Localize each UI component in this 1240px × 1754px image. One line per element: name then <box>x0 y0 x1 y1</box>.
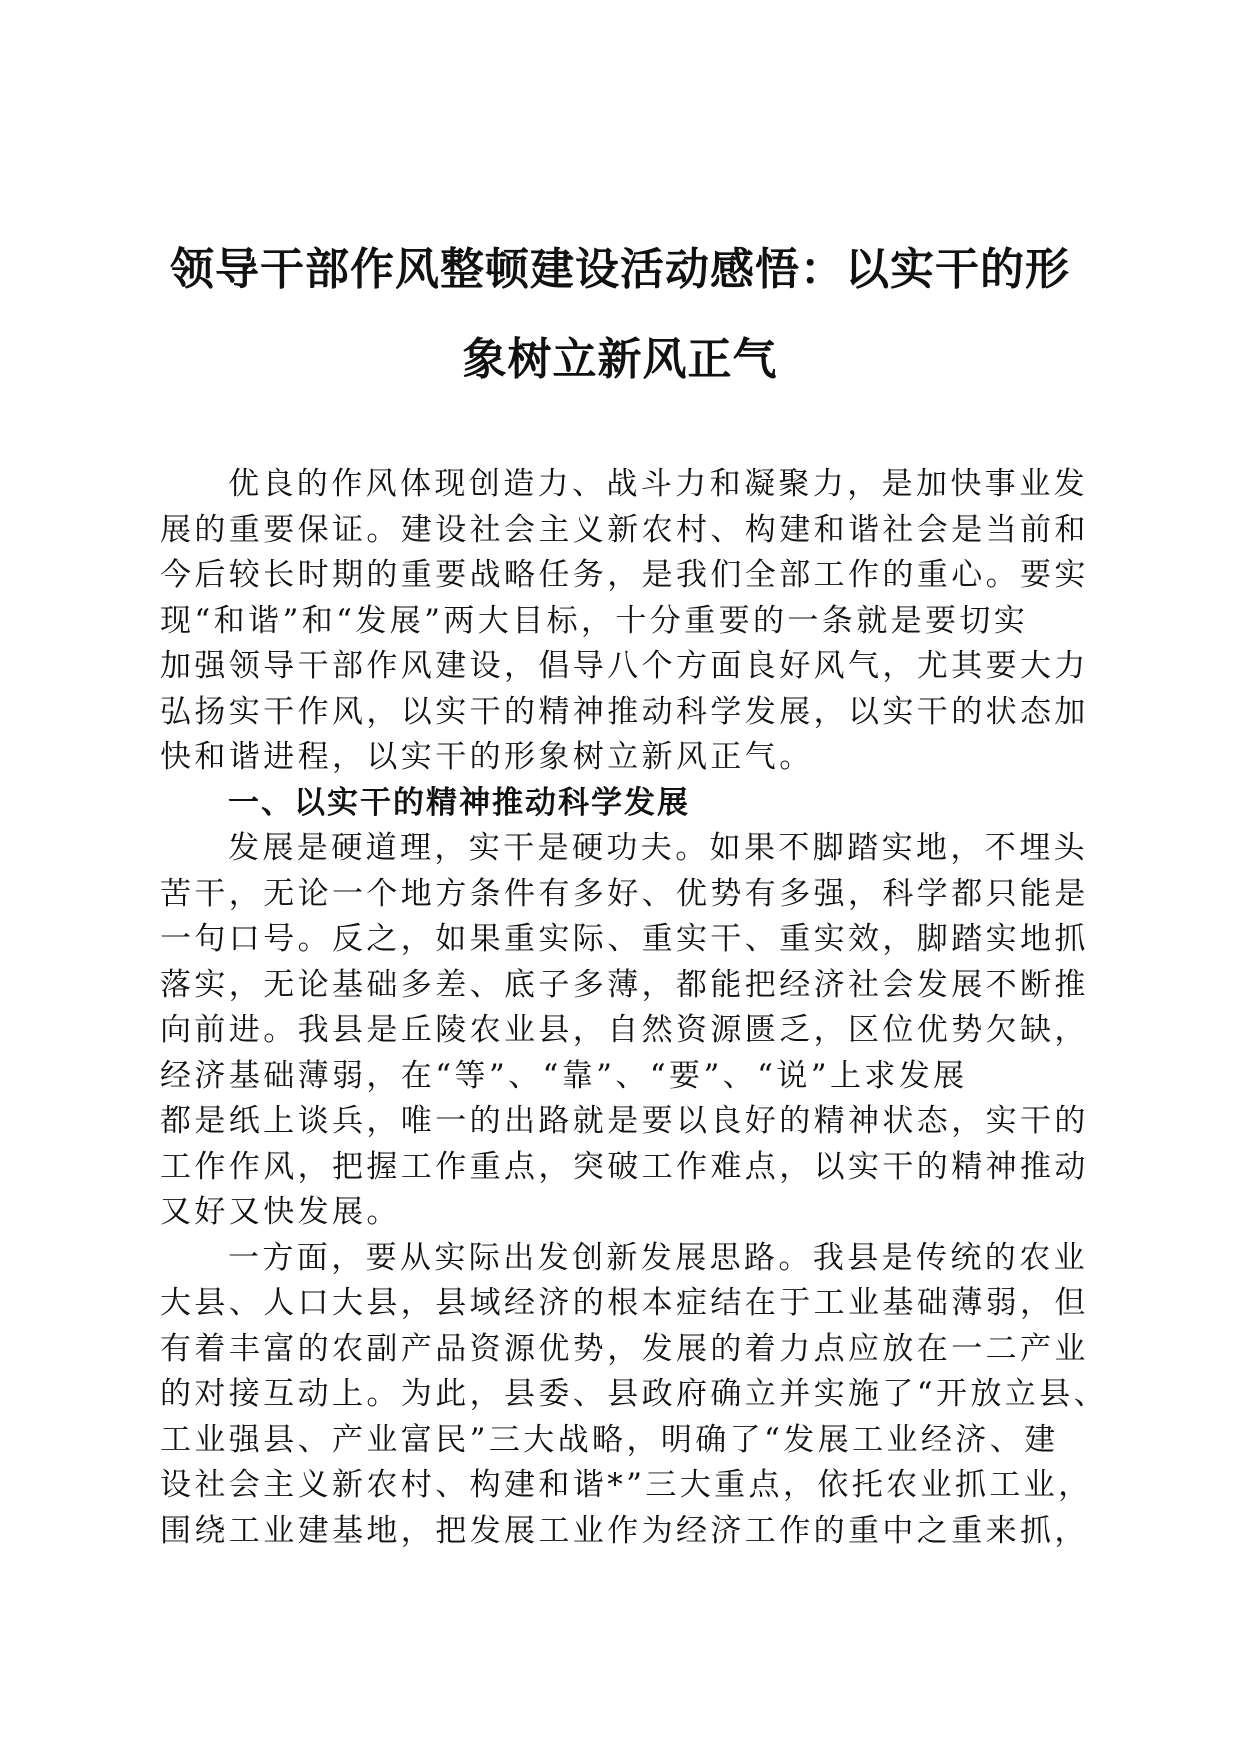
text-line: 一句口号。反之，如果重实际、重实干、重实效，脚踏实地抓 <box>160 921 1089 957</box>
document-title <box>150 225 1090 405</box>
text-line: 发展是硬道理，实干是硬功夫。如果不脚踏实地，不埋头 <box>228 830 1088 866</box>
title-line: 象树立新风正气 <box>462 334 778 385</box>
text-line: 一方面，要从实际出发创新发展思路。我县是传统的农业 <box>228 1239 1088 1276</box>
text-line: 又好又快发展。 <box>160 1194 401 1230</box>
text-line: 快和谐进程，以实干的形象树立新风正气。 <box>160 739 814 775</box>
text-line: 大县、人口大县，县域经济的根本症结在于工业基础薄弱，但 <box>160 1285 1089 1321</box>
document-body <box>160 462 1109 1554</box>
intro-paragraph <box>160 462 1089 781</box>
section-heading: 一、以实干的精神推动科学发展 <box>228 784 690 821</box>
text-line: 工作作风，把握工作重点，突破工作难点，以实干的精神推动 <box>160 1148 1089 1185</box>
text-line: 优良的作风体现创造力、战斗力和凝聚力，是加快事业发 <box>228 466 1088 502</box>
text-line: 设社会主义新农村、构建和谐*”三大重点，依托农业抓工业， <box>160 1467 1093 1503</box>
text-line: 落实，无论基础多差、底子多薄，都能把经济社会发展不断推 <box>160 966 1089 1003</box>
text-line: 有着丰富的农副产品资源优势，发展的着力点应放在一二产业 <box>160 1330 1089 1367</box>
text-line: 展的重要保证。建设社会主义新农村、构建和谐社会是当前和 <box>160 511 1089 548</box>
text-line: 经济基础薄弱，在“等”、“靠”、“要”、“说”上求发展 <box>160 1057 968 1094</box>
text-line: 都是纸上谈兵，唯一的出路就是要以良好的精神状态，实干的 <box>160 1103 1089 1139</box>
section1-paragraph-1 <box>160 826 1089 1236</box>
text-line: 工业强县、产业富民”三大战略，明确了“发展工业经济、建 <box>160 1421 1059 1458</box>
text-line: 围绕工业建基地，把发展工业作为经济工作的重中之重来抓， <box>160 1512 1089 1549</box>
text-line: 今后较长时期的重要战略任务，是我们全部工作的重心。要实 <box>160 557 1089 593</box>
text-line: 加强领导干部作风建设，倡导八个方面良好风气，尤其要大力 <box>160 648 1089 684</box>
text-line: 的对接互动上。为此，县委、县政府确立并实施了“开放立县、 <box>160 1376 1109 1412</box>
text-line: 苦干，无论一个地方条件有多好、优势有多强，科学都只能是 <box>160 875 1089 912</box>
title-line: 领导干部作风整顿建设活动感悟：以实干的形 <box>170 244 1070 295</box>
text-line: 弘扬实干作风，以实干的精神推动科学发展，以实干的状态加 <box>160 693 1089 730</box>
section1-paragraph-2 <box>160 1236 1109 1555</box>
text-line: 现“和谐”和“发展”两大目标，十分重要的一条就是要切实 <box>160 602 1029 639</box>
text-line: 向前进。我县是丘陵农业县，自然资源匮乏，区位优势欠缺， <box>160 1012 1089 1048</box>
